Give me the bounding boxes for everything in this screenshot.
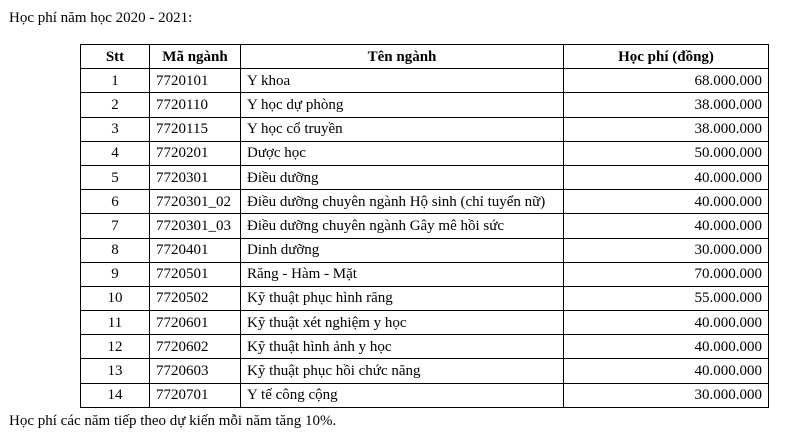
table-row <box>81 165 769 189</box>
tuition-fee-table <box>80 44 769 408</box>
cell-name: Y học cổ truyền <box>241 117 564 141</box>
cell-code: 7720601 <box>150 311 241 335</box>
cell-code: 7720301_02 <box>150 190 241 214</box>
cell-fee: 40.000.000 <box>564 214 769 238</box>
cell-fee: 30.000.000 <box>564 238 769 262</box>
cell-code: 7720301 <box>150 165 241 189</box>
cell-name: Kỹ thuật phục hồi chức năng <box>241 359 564 383</box>
cell-fee: 30.000.000 <box>564 383 769 407</box>
cell-stt: 10 <box>81 286 150 310</box>
table-row <box>81 117 769 141</box>
cell-code: 7720603 <box>150 359 241 383</box>
cell-stt: 6 <box>81 190 150 214</box>
cell-name: Điều dưỡng chuyên ngành Gây mê hồi sức <box>241 214 564 238</box>
cell-code: 7720115 <box>150 117 241 141</box>
cell-stt: 2 <box>81 93 150 117</box>
cell-fee: 55.000.000 <box>564 286 769 310</box>
cell-stt: 14 <box>81 383 150 407</box>
table-row <box>81 262 769 286</box>
cell-fee: 40.000.000 <box>564 165 769 189</box>
cell-stt: 1 <box>81 69 150 93</box>
cell-stt: 5 <box>81 165 150 189</box>
cell-code: 7720701 <box>150 383 241 407</box>
table-row <box>81 93 769 117</box>
cell-fee: 70.000.000 <box>564 262 769 286</box>
cell-code: 7720401 <box>150 238 241 262</box>
cell-name: Điều dưỡng chuyên ngành Hộ sinh (chỉ tuyển nữ) <box>241 190 564 214</box>
table-row <box>81 335 769 359</box>
table-header-row <box>81 45 769 69</box>
cell-name: Răng - Hàm - Mặt <box>241 262 564 286</box>
footnote: Học phí các năm tiếp theo dự kiến mỗi năm tăng 10%. <box>9 413 337 429</box>
cell-stt: 9 <box>81 262 150 286</box>
cell-code: 7720101 <box>150 69 241 93</box>
cell-code: 7720501 <box>150 262 241 286</box>
cell-stt: 7 <box>81 214 150 238</box>
table-row <box>81 141 769 165</box>
header-stt: Stt <box>81 45 150 69</box>
cell-name: Điều dưỡng <box>241 165 564 189</box>
cell-fee: 40.000.000 <box>564 311 769 335</box>
cell-stt: 8 <box>81 238 150 262</box>
header-fee: Học phí (đồng) <box>564 45 769 69</box>
table-row <box>81 383 769 407</box>
cell-fee: 38.000.000 <box>564 93 769 117</box>
cell-stt: 3 <box>81 117 150 141</box>
table-row <box>81 238 769 262</box>
header-name: Tên ngành <box>241 45 564 69</box>
cell-name: Y học dự phòng <box>241 93 564 117</box>
page-heading: Học phí năm học 2020 - 2021: <box>9 10 193 26</box>
table-body <box>81 69 769 408</box>
cell-code: 7720110 <box>150 93 241 117</box>
cell-stt: 12 <box>81 335 150 359</box>
cell-stt: 13 <box>81 359 150 383</box>
table-row <box>81 286 769 310</box>
cell-code: 7720602 <box>150 335 241 359</box>
cell-name: Y tế công cộng <box>241 383 564 407</box>
table-row <box>81 69 769 93</box>
cell-code: 7720201 <box>150 141 241 165</box>
cell-name: Kỹ thuật hình ảnh y học <box>241 335 564 359</box>
cell-name: Kỹ thuật phục hình răng <box>241 286 564 310</box>
cell-fee: 38.000.000 <box>564 117 769 141</box>
cell-fee: 40.000.000 <box>564 335 769 359</box>
cell-fee: 40.000.000 <box>564 190 769 214</box>
cell-name: Kỹ thuật xét nghiệm y học <box>241 311 564 335</box>
cell-fee: 40.000.000 <box>564 359 769 383</box>
cell-fee: 50.000.000 <box>564 141 769 165</box>
cell-code: 7720502 <box>150 286 241 310</box>
cell-stt: 4 <box>81 141 150 165</box>
cell-name: Dinh dưỡng <box>241 238 564 262</box>
table-row <box>81 359 769 383</box>
table-row <box>81 190 769 214</box>
cell-fee: 68.000.000 <box>564 69 769 93</box>
cell-name: Y khoa <box>241 69 564 93</box>
cell-stt: 11 <box>81 311 150 335</box>
header-code: Mã ngành <box>150 45 241 69</box>
table-row <box>81 214 769 238</box>
cell-code: 7720301_03 <box>150 214 241 238</box>
cell-name: Dược học <box>241 141 564 165</box>
table-row <box>81 311 769 335</box>
